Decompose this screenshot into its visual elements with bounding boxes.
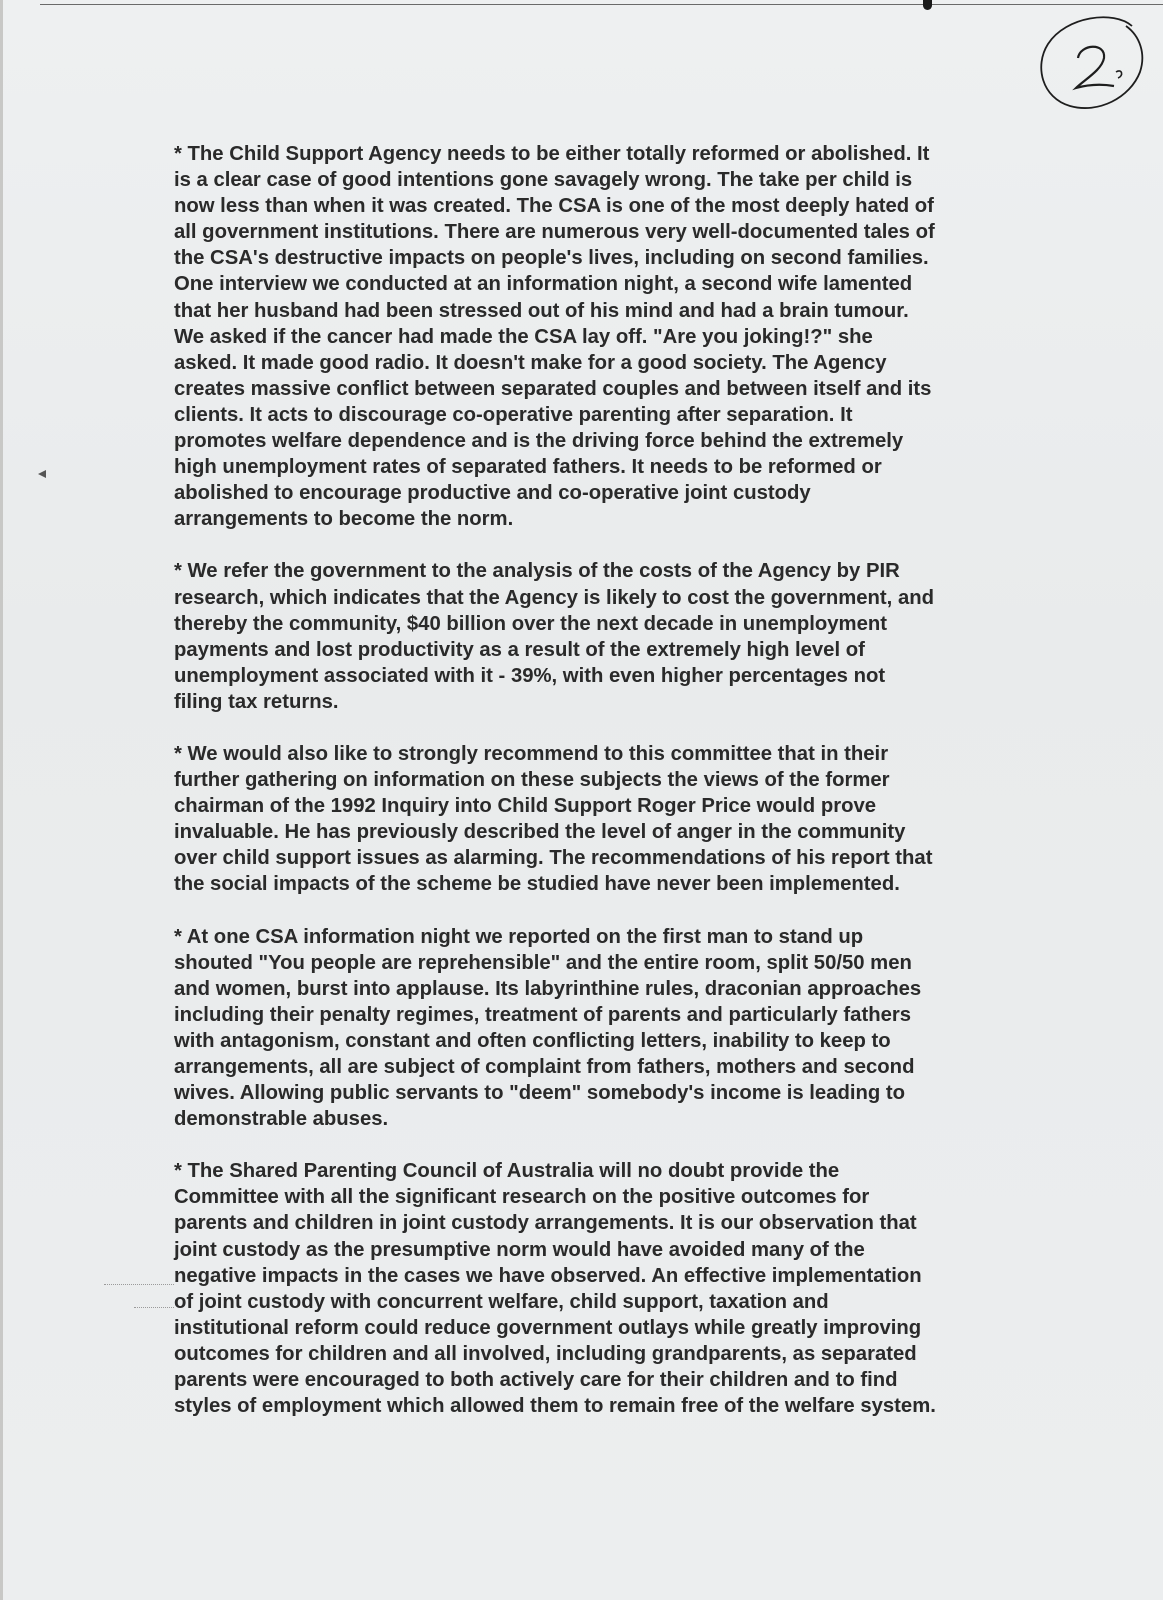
paragraph-information-night: * At one CSA information night we reported on the first man to stand up shouted "You people are reprehensible" and the entire room, split 50/50 men and women, burst into applause. Its labyrinthine rules, draconian approaches including their penalty regimes, treatment of parents and particularly fathers with antagonism, constant and often conflicting letters, inability to keep to arrangements, all are subject of complaint from fathers, mothers and second wives. Allowing public servants to "deem" somebody's income is leading to demonstrable abuses. (174, 925, 922, 1131)
paragraph-recommendation: * We would also like to strongly recommend to this committee that in their further gathering on information on these subjects the views of the former chairman of the 1992 Inquiry into Child Support Roger Price would prove invaluable. He has previously described the level of anger in the community over child support issues as alarming. The recommendations of his report that the social impacts of the scheme be studied have never been implemented. (174, 742, 933, 896)
paragraph-shared-parenting: * The Shared Parenting Council of Australia will no doubt provide the Committee with all the significant research on the positive outcomes for parents and children in joint custody arrangements. It is our observation that joint custody as the presumptive norm would have avoided many of the negative impacts in the cases we have observed. An effective implementation of joint custody with concurrent welfare, child support, taxation and institutional reform could reduce government outlays while greatly improving outcomes for children and all involved, including grandparents, as separated parents were encouraged to both actively care for their children and to find styles of employment which allowed them to remain free of the welfare system. (174, 1160, 936, 1418)
paragraph-cost-analysis: * We refer the government to the analysis of the costs of the Agency by PIR research, which indicates that the Agency is likely to cost the government, and thereby the community, $40 billion over the next decade in unemployment payments and lost productivity as a result of the extremely high level of unemployment associated with it - 39%, with even higher percentages not filing tax returns. (174, 560, 935, 713)
top-rule (40, 4, 1163, 5)
document-body (174, 141, 1044, 1445)
margin-mark (38, 470, 46, 478)
handwritten-page-number (1036, 14, 1146, 114)
staple-mark (923, 0, 932, 10)
paragraph-csa-reform: * The Child Support Agency needs to be either totally reformed or abolished. It is a clear case of good intentions gone savagely wrong. The take per child is now less than when it was created. The CSA is one of the most deeply hated of all government institutions. There are numerous very well-documented tales of the CSA's destructive impacts on people's lives, including on second families. One interview we conducted at an information night, a second wife lamented that her husband had been stressed out of his mind and had a brain tumour. We asked if the cancer had made the CSA lay off. "Are you joking!?" she asked. It made good radio. It doesn't make for a good society. The Agency creates massive conflict between separated couples and between itself and its clients. It acts to discourage co-operative parenting after separation. It promotes welfare dependence and is the driving force behind the extremely high unemployment rates of separated fathers. It needs to be reformed or abolished to encourage productive and co-operative joint custody arrangements to become the norm. (174, 143, 935, 531)
margin-dots (104, 1284, 174, 1285)
margin-dots (134, 1307, 174, 1308)
page-left-edge (0, 0, 3, 1600)
